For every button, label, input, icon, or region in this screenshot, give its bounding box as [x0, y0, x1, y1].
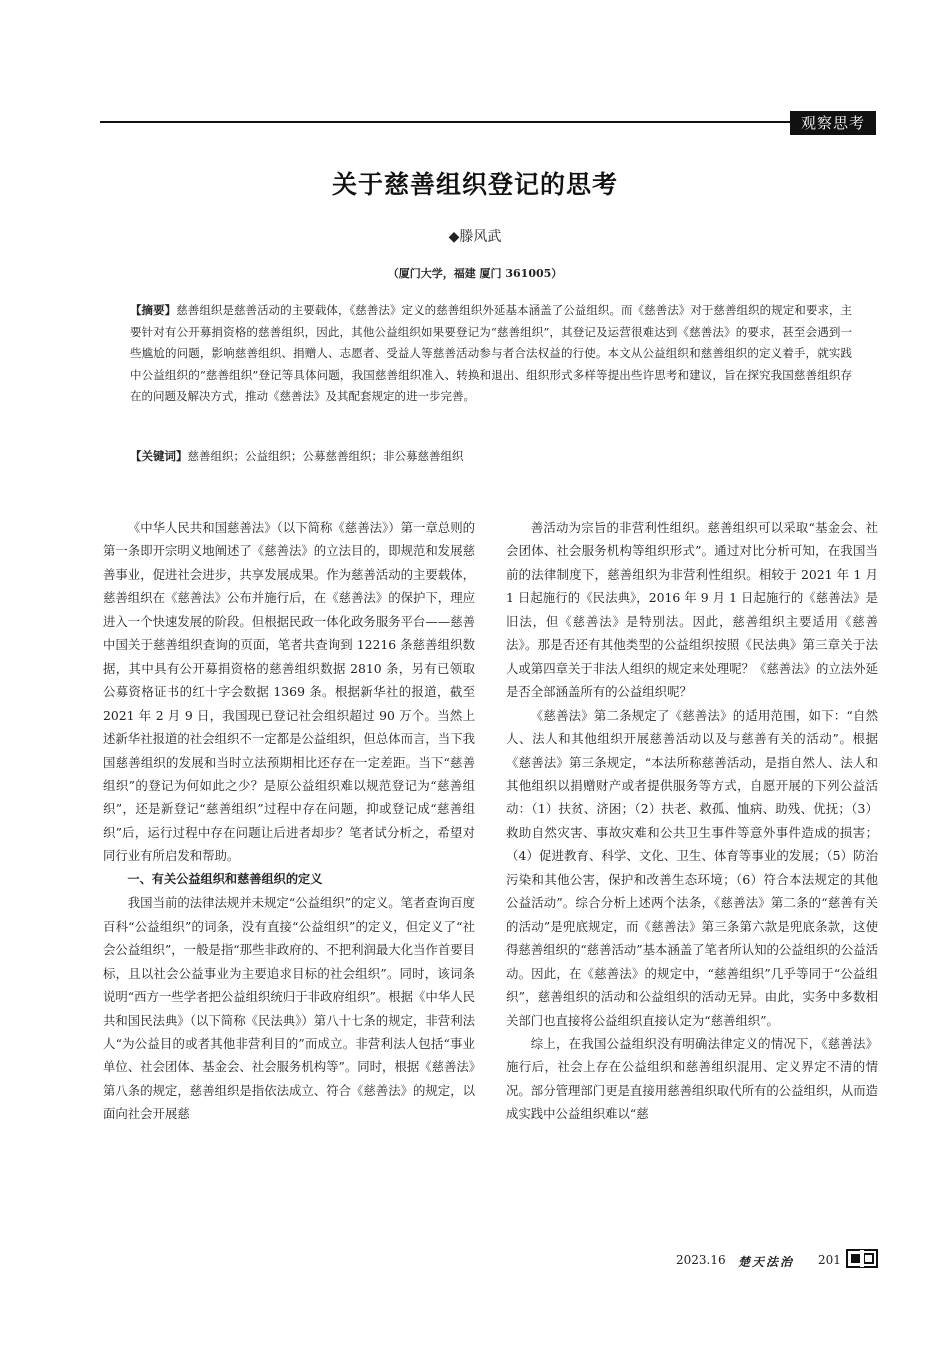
article-author: ◆滕风武	[448, 229, 502, 245]
paragraph: 善活动为宗旨的非营利性组织。慈善组织可以采取“基金会、社会团体、社会服务机构等组织形式”。通过对比分析可知，在我国当前的法律制度下，慈善组织为非营利性组织。相较于 2021 年 1 月 1 日起施行的《民法典》，2016 年 9 月 1 日起施行的《慈善法》是旧法，但《慈善法》是特别法。因此，慈善组织主要适用《慈善法》。那是否还有其他类型的公益组织按照《民法典》第三章关于法人或第四章关于非法人组织的规定来处理呢？《慈善法》的立法外延是否全部涵盖所有的公益组织呢？	[506, 520, 878, 700]
paragraph: 综上，在我国公益组织没有明确法律定义的情况下，《慈善法》施行后，社会上存在公益组织和慈善组织混用、定义界定不清的情况。部分管理部门更是直接用慈善组织取代所有的公益组织，从而造成实践中公益组织难以“慈	[506, 1035, 878, 1122]
paragraph: 我国当前的法律法规并未规定“公益组织”的定义。笔者查询百度百科“公益组织”的词条，没有直接“公益组织”的定义，但定义了“社会公益组织”，一般是指“那些非政府的、不把利润最大化当作首要目标，且以社会公益事业为主要追求目标的社会组织”。同时，该词条说明“西方一些学者把公益组织统归于非政府组织”。根据《中华人民共和国民法典》（以下简称《民法典》）第八十七条的规定，非营利法人“为公益目的或者其他非营利目的”而成立。非营利法人包括“事业单位、社会团体、基金会、社会服务机构等”。同时，根据《慈善法》第八条的规定，慈善组织是指依法成立、符合《慈善法》的规定，以面向社会开展慈	[103, 895, 476, 1122]
magazine-name: 楚天法治	[738, 1255, 795, 1269]
section-heading: 一、有关公益组织和慈善组织的定义	[127, 871, 323, 886]
abstract	[130, 300, 852, 408]
body-column-left	[103, 516, 475, 1126]
keywords	[130, 446, 852, 466]
issue-number: 2023.16	[676, 1253, 726, 1267]
article-title: 关于慈善组织登记的思考	[331, 170, 618, 199]
header-rule	[100, 121, 790, 123]
paragraph: 《慈善法》第二条规定了《慈善法》的适用范围，如下：“自然人、法人和其他组织开展慈善活动以及与慈善有关的活动”。根据《慈善法》第三条规定，“本法所称慈善活动，是指自然人、法人和其他组织以捐赠财产或者提供服务等方式，自愿开展的下列公益活动：（1）扶贫、济困；（2）扶老、救孤、恤病、助残、优抚；（3）救助自然灾害、事故灾难和公共卫生事件等意外事件造成的损害；（4）促进教育、科学、文化、卫生、体育等事业的发展；（5）防治污染和其他公害，保护和改善生态环境；（6）符合本法规定的其他公益活动”。综合分析上述两个法条，《慈善法》第二条的“慈善有关的活动”是兜底规定，而《慈善法》第三条第六款是兜底条款，这使得慈善组织的“慈善活动”基本涵盖了笔者所认知的公益组织的公益活动。因此，在《慈善法》的规定中，“慈善组织”几乎等同于“公益组织”，慈善组织的活动和公益组织的活动无异。由此，实务中多数相关部门也直接将公益组织直接认定为“慈善组织”。	[506, 707, 878, 1028]
author-affiliation: （厦门大学，福建 厦门 361005）	[387, 267, 563, 280]
abstract-text: 慈善组织是慈善活动的主要载体，《慈善法》定义的慈善组织外延基本涵盖了公益组织。而《慈善法》对于慈善组织的规定和要求，主要针对有公开募捐资格的慈善组织，因此，其他公益组织如果要登记为“慈善组织”，其登记及运营很难达到《慈善法》的要求，甚至会遇到一些尴尬的问题，影响慈善组织、捐赠人、志愿者、受益人等慈善活动参与者合法权益的行使。本文从公益组织和慈善组织的定义着手，就实践中公益组织的“慈善组织”登记等具体问题，我国慈善组织准入、转换和退出、组织形式多样等提出些许思考和建议，旨在探究我国慈善组织存在的问题及解决方式，推动《慈善法》及其配套规定的进一步完善。	[130, 303, 853, 403]
paragraph: 《中华人民共和国慈善法》（以下简称《慈善法》）第一章总则的第一条即开宗明义地阐述了《慈善法》的立法目的，即规范和发展慈善事业，促进社会进步，共享发展成果。作为慈善活动的主要载体，慈善组织在《慈善法》公布并施行后，在《慈善法》的保护下，理应进入一个快速发展的阶段。但根据民政一体化政务服务平台——慈善中国关于慈善组织查询的页面，笔者共查询到 12216 条慈善组织数据，其中具有公开募捐资格的慈善组织数据 2810 条，另有已领取公募资格证书的红十字会数据 1369 条。根据新华社的报道，截至 2021 年 2 月 9 日，我国现已登记社会组织超过 90 万个。当然上述新华社报道的社会组织不一定都是公益组织，但总体而言，当下我国慈善组织的发展和当时立法预期相比还存在一定差距。当下“慈善组织”的登记为何如此之少？是原公益组织难以规范登记为“慈善组织”，还是新登记“慈善组织”过程中存在问题，抑或登记成“慈善组织”后，运行过程中存在问题让后进者却步？笔者试分析之，希望对同行业有所启发和帮助。	[103, 520, 475, 864]
magazine-logo-icon	[846, 1249, 878, 1268]
body-column-right	[506, 516, 878, 1126]
abstract-label: 【摘要】	[130, 303, 177, 317]
keywords-label: 【关键词】	[130, 449, 188, 463]
section-tag: 观察思考	[790, 111, 876, 135]
keywords-text: 慈善组织；公益组织；公募慈善组织；非公募慈善组织	[187, 449, 464, 463]
page-number: 201	[818, 1253, 841, 1267]
